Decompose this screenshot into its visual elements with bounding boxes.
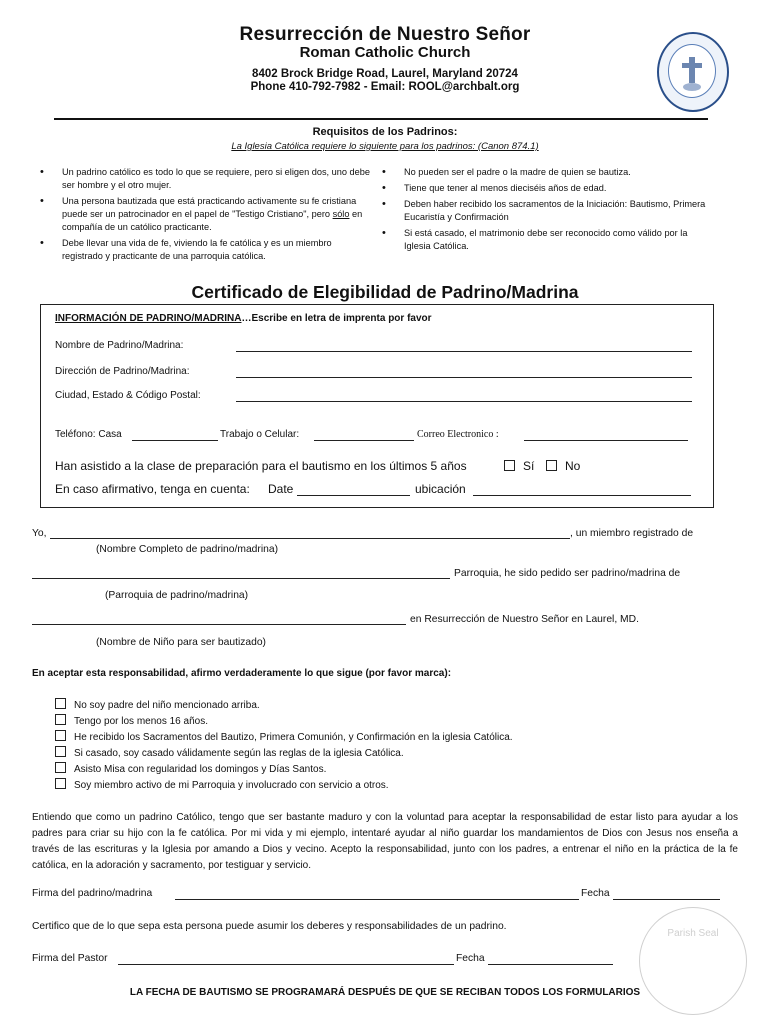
class-no-option[interactable]: No — [546, 459, 580, 473]
class-yes-option[interactable]: Sí — [504, 459, 534, 473]
requirement-item: • Debe llevar una vida de fe, viviendo la fe católica y es un miembro registrado y practicante de una parroquia católica. — [34, 237, 370, 263]
name-label: Nombre de Padrino/Madrina: — [55, 340, 184, 351]
city-label: Ciudad, Estado & Código Postal: — [55, 390, 201, 401]
affirm-checkbox[interactable] — [55, 778, 66, 789]
class-location-label: ubicación — [415, 482, 466, 496]
requirements-title: Requisitos de los Padrinos: — [312, 126, 458, 138]
affirm-title: En aceptar esta responsabilidad, afirmo verdaderamente lo que sigue (por favor marca): — [32, 668, 452, 679]
email-label: Correo Electronico : — [417, 429, 499, 440]
church-address: 8402 Brock Bridge Road, Laurel, Maryland 20724 — [252, 68, 518, 80]
pastor-date-label: Fecha — [456, 953, 485, 964]
address-field[interactable] — [236, 376, 692, 378]
declaration-member: , un miembro registrado de — [570, 528, 694, 539]
cross-icon — [689, 57, 695, 83]
affirm-checkbox[interactable] — [55, 714, 66, 725]
certify-text: Certifico que de lo que sepa esta persona puede asumir los deberes y responsabilidades de un padrino. — [32, 921, 507, 932]
requirement-item: • Un padrino católico es todo lo que se requiere, pero si eligen dos, uno debe ser hombre y el otro mujer. — [34, 166, 370, 192]
sponsor-signature-label: Firma del padrino/madrina — [32, 888, 153, 899]
work-phone-field[interactable] — [314, 439, 414, 441]
affirm-checkbox[interactable] — [55, 746, 66, 757]
child-name-caption: (Nombre de Niño para ser bautizado) — [96, 637, 266, 648]
sponsor-info-box — [40, 304, 714, 508]
affirm-item[interactable]: Si casado, soy casado válidamente según las reglas de la iglesia Católica. — [55, 746, 513, 762]
declaration-church: en Resurrección de Nuestro Señor en Laurel, MD. — [410, 614, 639, 625]
class-location-field[interactable] — [473, 494, 691, 496]
class-question: Han asistido a la clase de preparación para el bautismo en los últimos 5 años — [55, 459, 467, 473]
city-field[interactable] — [236, 400, 692, 402]
full-name-field[interactable] — [50, 537, 570, 539]
parish-field[interactable] — [32, 577, 450, 579]
affirm-item[interactable]: Soy miembro activo de mi Parroquia y involucrado con servicio a otros. — [55, 778, 513, 794]
class-date-label: Date — [268, 482, 294, 496]
yes-checkbox[interactable] — [504, 460, 515, 471]
requirements-right-list — [376, 166, 716, 256]
class-date-field[interactable] — [297, 494, 410, 496]
certificate-title: Certificado de Elegibilidad de Padrino/Madrina — [191, 282, 579, 302]
church-title: Resurrección de Nuestro Señor — [239, 24, 531, 45]
requirement-item: • No pueden ser el padre o la madre de quien se bautiza. — [376, 166, 716, 179]
address-label: Dirección de Padrino/Madrina: — [55, 366, 190, 377]
church-subtitle: Roman Catholic Church — [299, 44, 471, 61]
church-logo — [657, 32, 729, 112]
cross-bar-icon — [682, 63, 702, 68]
requirement-item: • Tiene que tener al menos dieciséis años de edad. — [376, 182, 716, 195]
affirm-checkbox[interactable] — [55, 698, 66, 709]
declaration-yo: Yo, — [32, 528, 47, 539]
affirm-item[interactable]: Asisto Misa con regularidad los domingos y Días Santos. — [55, 762, 513, 778]
sponsor-date-label: Fecha — [581, 888, 610, 899]
affirm-item[interactable]: He recibido los Sacramentos del Bautizo, Primera Comunión, y Confirmación en la iglesia Católica. — [55, 730, 513, 746]
responsibility-paragraph: Entiendo que como un padrino Católico, tengo que ser bastante maduro y con la voluntad para aceptar la responsabilidad de estar listo para ayudar a los padres para criar su hijo con la fe católica. Por mi vida y mi ejemplo, intentaré ayudar al niño guardar los mandamientos de Dios con Jesus nos enseña a través de las escrituras y la Iglesia por amando a Dios y vecino. Acepto la responsabilidad, junto con los padres, a entrenar el niño en la práctica de la fe católica, en la adoración y sacramento, por testiguar y servicio. — [32, 812, 738, 871]
pastor-signature-label: Firma del Pastor — [32, 953, 108, 964]
affirmative-label: En caso afirmativo, tenga en cuenta: — [55, 482, 250, 496]
sponsor-info-title: INFORMACIÓN DE PADRINO/MADRINA…Escribe en letra de imprenta por favor — [55, 313, 432, 324]
sponsor-date-field[interactable] — [613, 898, 720, 900]
pastor-date-field[interactable] — [488, 963, 613, 965]
home-phone-field[interactable] — [132, 439, 218, 441]
requirements-subtitle: La Iglesia Católica requiere lo siguiente para los padrinos: (Canon 874.1) — [231, 141, 539, 152]
affirm-item[interactable]: Tengo por los menos 16 años. — [55, 714, 513, 730]
header-divider — [54, 118, 708, 120]
affirm-item[interactable]: No soy padre del niño mencionado arriba. — [55, 698, 513, 714]
parish-seal-label: Parish Seal — [667, 928, 719, 939]
sponsor-signature-field[interactable] — [175, 898, 579, 900]
requirement-item: • Si está casado, el matrimonio debe ser reconocido como válido por la Iglesia Católica. — [376, 227, 716, 253]
no-checkbox[interactable] — [546, 460, 557, 471]
pastor-signature-field[interactable] — [118, 963, 454, 965]
logo-inner-ring — [668, 44, 716, 98]
affirm-checkbox[interactable] — [55, 762, 66, 773]
home-phone-label: Teléfono: Casa — [55, 429, 122, 440]
parish-seal-area — [639, 907, 747, 1015]
affirm-checkbox[interactable] — [55, 730, 66, 741]
requirements-left-list — [34, 166, 370, 266]
parish-caption: (Parroquia de padrino/madrina) — [105, 590, 249, 601]
footer-note: LA FECHA DE BAUTISMO SE PROGRAMARÁ DESPUÉS DE QUE SE RECIBAN TODOS LOS FORMULARIOS — [129, 987, 641, 998]
requirement-item: • Una persona bautizada que está practicando activamente su fe cristiana puede ser un patrocinador en el papel de "Testigo Cristiano", pero sólo en compañía de un católico practicante. — [34, 195, 370, 234]
underlined-only: sólo — [332, 209, 350, 219]
church-contact: Phone 410-792-7982 - Email: ROOL@archbalt.org — [250, 81, 520, 93]
declaration-parish: Parroquia, he sido pedido ser padrino/madrina de — [454, 568, 681, 579]
name-field[interactable] — [236, 350, 692, 352]
email-field[interactable] — [524, 439, 688, 441]
affirm-checklist — [55, 698, 513, 794]
child-name-field[interactable] — [32, 623, 406, 625]
dove-icon — [683, 83, 701, 91]
requirement-item: • Deben haber recibido los sacramentos de la Iniciación: Bautismo, Primera Eucaristía y Confirmación — [376, 198, 716, 224]
full-name-caption: (Nombre Completo de padrino/madrina) — [96, 544, 278, 555]
work-phone-label: Trabajo o Celular: — [220, 429, 300, 440]
